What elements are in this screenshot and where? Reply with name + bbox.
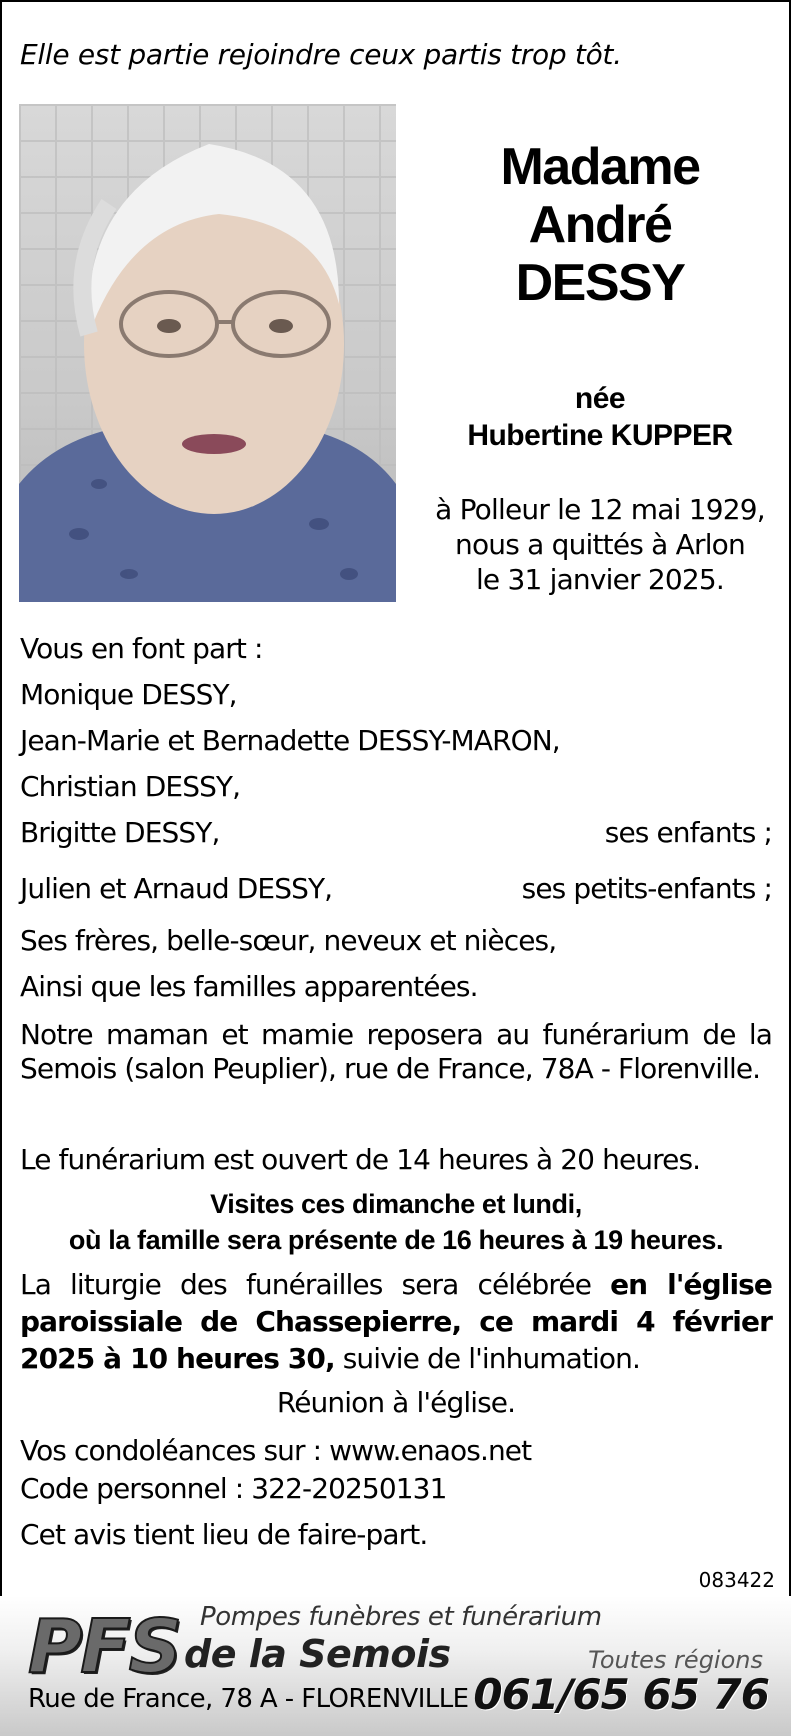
family-row-grandchildren: [20, 866, 772, 912]
personal-code: Code personnel : 322-20250131: [20, 1472, 447, 1505]
portrait-figure: [19, 104, 396, 602]
headline: Elle est partie rejoindre ceux partis trop tôt.: [20, 38, 622, 71]
birth-line-3: le 31 janvier 2025.: [475, 563, 725, 596]
family-line-6: Ses frères, belle-sœur, neveux et nièces,: [20, 924, 557, 957]
maiden-name-block: [420, 380, 780, 454]
footer-regions: Toutes régions: [588, 1646, 763, 1674]
pfs-logo: PFS: [28, 1604, 181, 1690]
liturgy-pre: La liturgie des funérailles sera célébrée: [20, 1268, 611, 1301]
funeral-home-footer: [0, 1596, 791, 1736]
visits-info: [20, 1186, 772, 1258]
condolences-block: [20, 1432, 772, 1554]
meeting-info: Réunion à l'église.: [276, 1386, 516, 1419]
footer-services: Pompes funèbres et funérarium: [200, 1602, 602, 1632]
family-line-2: Jean-Marie et Bernadette DESSY-MARON,: [20, 724, 560, 757]
grandchildren-role: ses petits-enfants ;: [521, 872, 772, 905]
footer-company-name: de la Semois: [184, 1632, 451, 1676]
family-line-3: Christian DESSY,: [20, 770, 241, 803]
nee-label: née: [574, 382, 626, 415]
deceased-first-name: André: [528, 196, 672, 254]
deceased-last-name: DESSY: [515, 254, 685, 312]
visits-line-2: où la famille sera présente de 16 heures à 19 heures.: [68, 1225, 724, 1255]
deceased-title: Madame: [500, 138, 700, 196]
deceased-name: [420, 138, 780, 312]
liturgy-info: [20, 1266, 772, 1377]
opening-hours: Le funérarium est ouvert de 14 heures à 20 heures.: [20, 1143, 701, 1176]
family-line-1: Monique DESSY,: [20, 678, 237, 711]
family-list: [20, 626, 772, 1010]
liturgy-bold: en l'église paroissiale de Chassepierre, ce mardi 4 février 2025 à 10 heures 30,: [20, 1268, 772, 1375]
visits-line-1: Visites ces dimanche et lundi,: [210, 1189, 582, 1219]
footer-address: Rue de France, 78 A - FLORENVILLE: [28, 1684, 469, 1714]
birth-line-2: nous a quittés à Arlon: [455, 528, 745, 561]
children-role: ses enfants ;: [604, 816, 772, 849]
reference-number: 083422: [698, 1568, 775, 1592]
condolences-link: Vos condoléances sur : www.enaos.net: [20, 1434, 532, 1467]
family-line-5: Julien et Arnaud DESSY,: [20, 872, 333, 905]
maiden-name: Hubertine KUPPER: [467, 419, 733, 452]
family-row-children: [20, 810, 772, 856]
family-intro: Vous en font part :: [20, 632, 263, 665]
liturgy-post: suivie de l'inhumation.: [334, 1342, 640, 1375]
footer-phone: 061/65 65 76: [473, 1670, 769, 1719]
rest-info: Notre maman et mamie reposera au funérarium de la Semois (salon Peuplier), rue de France, 78A - Florenville.: [20, 1018, 772, 1085]
family-line-4: Brigitte DESSY,: [20, 816, 220, 849]
portrait-photo: [19, 104, 396, 602]
birth-death-info: [420, 492, 780, 597]
family-line-7: Ainsi que les familles apparentées.: [20, 970, 478, 1003]
notice-text: Cet avis tient lieu de faire-part.: [20, 1518, 428, 1551]
birth-line-1: à Polleur le 12 mai 1929,: [435, 493, 765, 526]
